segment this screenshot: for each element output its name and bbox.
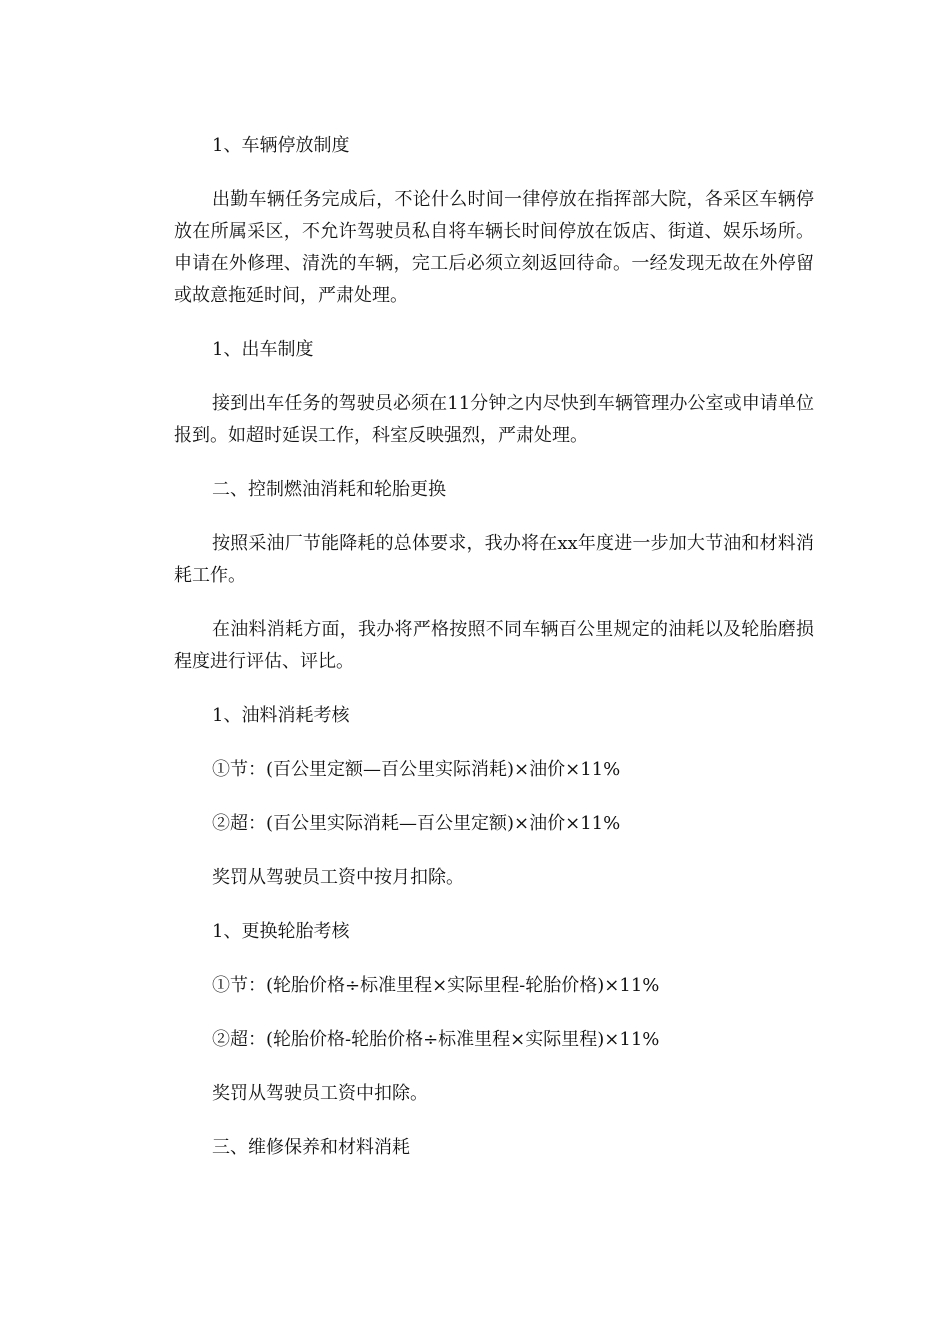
heading-fuel-tire-control: 二、控制燃油消耗和轮胎更换 bbox=[212, 479, 446, 500]
paragraph-fuel-reward-penalty: 奖罚从驾驶员工资中按月扣除。 bbox=[212, 867, 464, 888]
formula-fuel-excess: ②超：(百公里实际消耗—百公里定额)×油价×11% bbox=[212, 813, 621, 834]
formula-tire-excess: ②超：(轮胎价格-轮胎价格÷标准里程×实际里程)×11% bbox=[212, 1029, 660, 1050]
paragraph-energy-saving: 按照采油厂节能降耗的总体要求，我办将在xx年度进一步加大节油和材料消耗工作。 bbox=[174, 533, 814, 586]
paragraph-dispatch-details: 接到出车任务的驾驶员必须在11分钟之内尽快到车辆管理办公室或申请单位报到。如超时延误工作，科室反映强烈，严肃处理。 bbox=[174, 393, 814, 446]
formula-fuel-saving: ①节：(百公里定额—百公里实际消耗)×油价×11% bbox=[212, 759, 621, 780]
document-body bbox=[174, 130, 814, 1186]
heading-dispatch-rules: 1、出车制度 bbox=[212, 339, 314, 360]
paragraph-fuel-evaluation: 在油料消耗方面，我办将严格按照不同车辆百公里规定的油耗以及轮胎磨损程度进行评估、评比。 bbox=[174, 619, 814, 672]
heading-maintenance: 三、维修保养和材料消耗 bbox=[212, 1137, 410, 1158]
heading-parking-rules: 1、车辆停放制度 bbox=[212, 135, 350, 156]
paragraph-tire-reward-penalty: 奖罚从驾驶员工资中扣除。 bbox=[212, 1083, 428, 1104]
formula-tire-saving: ①节：(轮胎价格÷标准里程×实际里程-轮胎价格)×11% bbox=[212, 975, 660, 996]
heading-tire-assessment: 1、更换轮胎考核 bbox=[212, 921, 350, 942]
paragraph-parking-details: 出勤车辆任务完成后，不论什么时间一律停放在指挥部大院，各采区车辆停放在所属采区，不允许驾驶员私自将车辆长时间停放在饭店、街道、娱乐场所。申请在外修理、清洗的车辆，完工后必须立刻返回待命。一经发现无故在外停留或故意拖延时间，严肃处理。 bbox=[174, 189, 814, 306]
heading-fuel-assessment: 1、油料消耗考核 bbox=[212, 705, 350, 726]
